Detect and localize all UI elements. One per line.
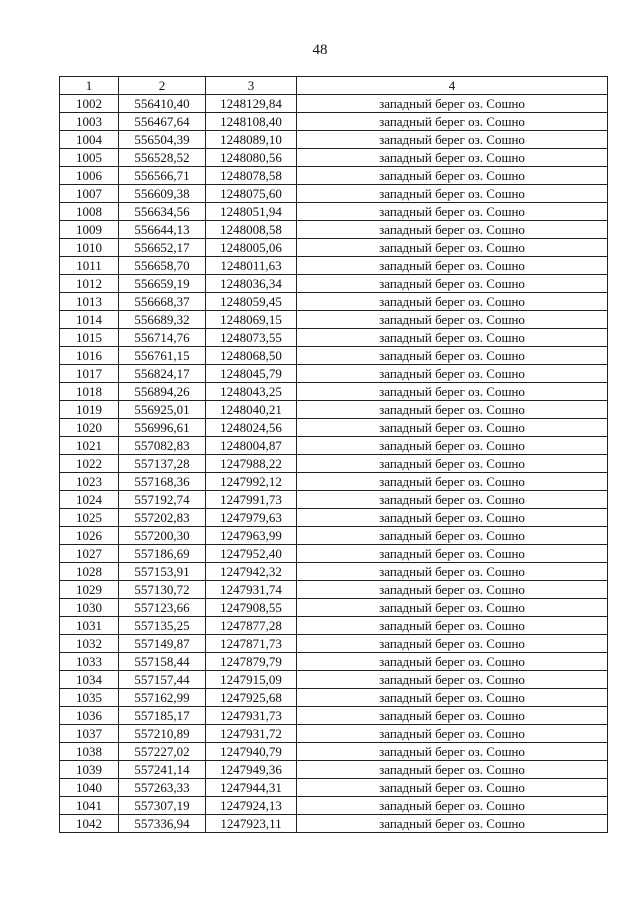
cell-x-coordinate: 557210,89 [119, 725, 206, 743]
table-row [60, 617, 608, 635]
table-row [60, 257, 608, 275]
cell-y-coordinate: 1247949,36 [206, 761, 297, 779]
cell-x-coordinate: 556658,70 [119, 257, 206, 275]
table-row [60, 779, 608, 797]
table-row [60, 203, 608, 221]
table-row [60, 563, 608, 581]
cell-y-coordinate: 1248005,06 [206, 239, 297, 257]
cell-point-number: 1029 [60, 581, 119, 599]
cell-x-coordinate: 557202,83 [119, 509, 206, 527]
cell-point-number: 1030 [60, 599, 119, 617]
cell-x-coordinate: 556996,61 [119, 419, 206, 437]
cell-y-coordinate: 1248078,58 [206, 167, 297, 185]
cell-point-number: 1031 [60, 617, 119, 635]
cell-x-coordinate: 557082,83 [119, 437, 206, 455]
cell-x-coordinate: 557135,25 [119, 617, 206, 635]
cell-x-coordinate: 557186,69 [119, 545, 206, 563]
table-row [60, 221, 608, 239]
cell-description: западный берег оз. Сошно [297, 221, 608, 239]
cell-x-coordinate: 556652,17 [119, 239, 206, 257]
cell-point-number: 1027 [60, 545, 119, 563]
cell-y-coordinate: 1248075,60 [206, 185, 297, 203]
cell-x-coordinate: 556644,13 [119, 221, 206, 239]
cell-point-number: 1002 [60, 95, 119, 113]
cell-point-number: 1038 [60, 743, 119, 761]
table-header-row [60, 77, 608, 95]
table-row [60, 689, 608, 707]
cell-point-number: 1011 [60, 257, 119, 275]
cell-point-number: 1026 [60, 527, 119, 545]
cell-point-number: 1020 [60, 419, 119, 437]
cell-description: западный берег оз. Сошно [297, 167, 608, 185]
cell-x-coordinate: 556609,38 [119, 185, 206, 203]
cell-point-number: 1022 [60, 455, 119, 473]
cell-y-coordinate: 1248040,21 [206, 401, 297, 419]
column-header-description: 4 [297, 77, 608, 95]
cell-y-coordinate: 1248059,45 [206, 293, 297, 311]
cell-point-number: 1024 [60, 491, 119, 509]
cell-description: западный берег оз. Сошно [297, 185, 608, 203]
cell-description: западный берег оз. Сошно [297, 149, 608, 167]
cell-point-number: 1041 [60, 797, 119, 815]
cell-description: западный берег оз. Сошно [297, 797, 608, 815]
cell-point-number: 1012 [60, 275, 119, 293]
table-row [60, 419, 608, 437]
cell-y-coordinate: 1247991,73 [206, 491, 297, 509]
table-row [60, 545, 608, 563]
cell-x-coordinate: 557307,19 [119, 797, 206, 815]
cell-description: западный берег оз. Сошно [297, 329, 608, 347]
cell-point-number: 1034 [60, 671, 119, 689]
cell-point-number: 1015 [60, 329, 119, 347]
cell-x-coordinate: 557241,14 [119, 761, 206, 779]
cell-y-coordinate: 1248011,63 [206, 257, 297, 275]
cell-y-coordinate: 1247871,73 [206, 635, 297, 653]
cell-x-coordinate: 557162,99 [119, 689, 206, 707]
table-row [60, 401, 608, 419]
cell-description: западный берег оз. Сошно [297, 293, 608, 311]
cell-x-coordinate: 556668,37 [119, 293, 206, 311]
cell-description: западный берег оз. Сошно [297, 239, 608, 257]
cell-x-coordinate: 556714,76 [119, 329, 206, 347]
table-row [60, 149, 608, 167]
table-row [60, 329, 608, 347]
cell-description: западный берег оз. Сошно [297, 815, 608, 833]
cell-point-number: 1009 [60, 221, 119, 239]
cell-point-number: 1035 [60, 689, 119, 707]
cell-description: западный берег оз. Сошно [297, 599, 608, 617]
cell-x-coordinate: 556410,40 [119, 95, 206, 113]
cell-x-coordinate: 556689,32 [119, 311, 206, 329]
cell-description: западный берег оз. Сошно [297, 365, 608, 383]
cell-description: западный берег оз. Сошно [297, 95, 608, 113]
table-row [60, 95, 608, 113]
cell-y-coordinate: 1247931,74 [206, 581, 297, 599]
cell-y-coordinate: 1247944,31 [206, 779, 297, 797]
cell-x-coordinate: 556824,17 [119, 365, 206, 383]
table-row [60, 113, 608, 131]
cell-description: западный берег оз. Сошно [297, 203, 608, 221]
cell-x-coordinate: 556634,56 [119, 203, 206, 221]
table-row [60, 437, 608, 455]
cell-description: западный берег оз. Сошно [297, 581, 608, 599]
cell-y-coordinate: 1248069,15 [206, 311, 297, 329]
cell-x-coordinate: 557200,30 [119, 527, 206, 545]
cell-description: западный берег оз. Сошно [297, 545, 608, 563]
table-row [60, 581, 608, 599]
cell-description: западный берег оз. Сошно [297, 743, 608, 761]
cell-description: западный берег оз. Сошно [297, 131, 608, 149]
table-row [60, 347, 608, 365]
cell-y-coordinate: 1247988,22 [206, 455, 297, 473]
cell-description: западный берег оз. Сошно [297, 473, 608, 491]
cell-x-coordinate: 556566,71 [119, 167, 206, 185]
cell-y-coordinate: 1247877,28 [206, 617, 297, 635]
cell-y-coordinate: 1248004,87 [206, 437, 297, 455]
cell-point-number: 1039 [60, 761, 119, 779]
cell-x-coordinate: 556894,26 [119, 383, 206, 401]
table-row [60, 653, 608, 671]
cell-y-coordinate: 1247963,99 [206, 527, 297, 545]
cell-x-coordinate: 556659,19 [119, 275, 206, 293]
cell-y-coordinate: 1247923,11 [206, 815, 297, 833]
cell-y-coordinate: 1248108,40 [206, 113, 297, 131]
table-row [60, 167, 608, 185]
cell-point-number: 1004 [60, 131, 119, 149]
cell-description: западный берег оз. Сошно [297, 419, 608, 437]
cell-point-number: 1023 [60, 473, 119, 491]
cell-y-coordinate: 1247942,32 [206, 563, 297, 581]
cell-y-coordinate: 1247924,13 [206, 797, 297, 815]
table-row [60, 491, 608, 509]
cell-description: западный берег оз. Сошно [297, 113, 608, 131]
table-row [60, 239, 608, 257]
cell-description: западный берег оз. Сошно [297, 617, 608, 635]
cell-y-coordinate: 1247952,40 [206, 545, 297, 563]
cell-description: западный берег оз. Сошно [297, 635, 608, 653]
cell-x-coordinate: 557137,28 [119, 455, 206, 473]
cell-description: западный берег оз. Сошно [297, 257, 608, 275]
cell-point-number: 1016 [60, 347, 119, 365]
cell-y-coordinate: 1248045,79 [206, 365, 297, 383]
cell-point-number: 1018 [60, 383, 119, 401]
column-header-y: 3 [206, 77, 297, 95]
cell-x-coordinate: 556925,01 [119, 401, 206, 419]
cell-point-number: 1006 [60, 167, 119, 185]
table-body [60, 95, 608, 833]
cell-description: западный берег оз. Сошно [297, 491, 608, 509]
cell-description: западный берег оз. Сошно [297, 275, 608, 293]
cell-description: западный берег оз. Сошно [297, 509, 608, 527]
cell-y-coordinate: 1247925,68 [206, 689, 297, 707]
table-row [60, 365, 608, 383]
table-row [60, 185, 608, 203]
table-row [60, 599, 608, 617]
cell-x-coordinate: 557185,17 [119, 707, 206, 725]
cell-y-coordinate: 1248051,94 [206, 203, 297, 221]
cell-x-coordinate: 557153,91 [119, 563, 206, 581]
cell-x-coordinate: 556467,64 [119, 113, 206, 131]
column-header-x: 2 [119, 77, 206, 95]
table-row [60, 527, 608, 545]
cell-x-coordinate: 556504,39 [119, 131, 206, 149]
cell-description: западный берег оз. Сошно [297, 527, 608, 545]
cell-x-coordinate: 557157,44 [119, 671, 206, 689]
cell-description: западный берег оз. Сошно [297, 671, 608, 689]
cell-y-coordinate: 1248073,55 [206, 329, 297, 347]
cell-x-coordinate: 557158,44 [119, 653, 206, 671]
cell-point-number: 1017 [60, 365, 119, 383]
cell-y-coordinate: 1248129,84 [206, 95, 297, 113]
table-row [60, 743, 608, 761]
cell-y-coordinate: 1248024,56 [206, 419, 297, 437]
column-header-number: 1 [60, 77, 119, 95]
cell-y-coordinate: 1247992,12 [206, 473, 297, 491]
table-row [60, 797, 608, 815]
cell-description: западный берег оз. Сошно [297, 689, 608, 707]
cell-y-coordinate: 1247879,79 [206, 653, 297, 671]
cell-point-number: 1025 [60, 509, 119, 527]
cell-y-coordinate: 1247931,73 [206, 707, 297, 725]
cell-y-coordinate: 1247979,63 [206, 509, 297, 527]
cell-point-number: 1008 [60, 203, 119, 221]
cell-point-number: 1013 [60, 293, 119, 311]
cell-point-number: 1003 [60, 113, 119, 131]
table-row [60, 707, 608, 725]
cell-x-coordinate: 557149,87 [119, 635, 206, 653]
table-row [60, 815, 608, 833]
cell-point-number: 1028 [60, 563, 119, 581]
cell-x-coordinate: 557192,74 [119, 491, 206, 509]
table-row [60, 455, 608, 473]
cell-y-coordinate: 1248036,34 [206, 275, 297, 293]
cell-x-coordinate: 557227,02 [119, 743, 206, 761]
cell-point-number: 1005 [60, 149, 119, 167]
cell-point-number: 1036 [60, 707, 119, 725]
cell-point-number: 1040 [60, 779, 119, 797]
table-row [60, 275, 608, 293]
cell-y-coordinate: 1247931,72 [206, 725, 297, 743]
cell-description: западный берег оз. Сошно [297, 437, 608, 455]
cell-point-number: 1014 [60, 311, 119, 329]
cell-x-coordinate: 557336,94 [119, 815, 206, 833]
cell-y-coordinate: 1248043,25 [206, 383, 297, 401]
cell-x-coordinate: 557263,33 [119, 779, 206, 797]
cell-x-coordinate: 557130,72 [119, 581, 206, 599]
cell-x-coordinate: 557123,66 [119, 599, 206, 617]
cell-point-number: 1032 [60, 635, 119, 653]
cell-description: западный берег оз. Сошно [297, 347, 608, 365]
cell-point-number: 1033 [60, 653, 119, 671]
cell-description: западный берег оз. Сошно [297, 455, 608, 473]
cell-y-coordinate: 1247940,79 [206, 743, 297, 761]
table-row [60, 311, 608, 329]
cell-y-coordinate: 1247915,09 [206, 671, 297, 689]
cell-description: западный берег оз. Сошно [297, 563, 608, 581]
table-row [60, 383, 608, 401]
cell-description: западный берег оз. Сошно [297, 653, 608, 671]
table-row [60, 473, 608, 491]
table-row [60, 725, 608, 743]
table-row [60, 635, 608, 653]
cell-y-coordinate: 1248089,10 [206, 131, 297, 149]
cell-x-coordinate: 557168,36 [119, 473, 206, 491]
cell-point-number: 1042 [60, 815, 119, 833]
table-row [60, 293, 608, 311]
cell-description: западный берег оз. Сошно [297, 707, 608, 725]
cell-description: западный берег оз. Сошно [297, 401, 608, 419]
cell-description: западный берег оз. Сошно [297, 761, 608, 779]
coordinates-table [59, 76, 608, 833]
cell-y-coordinate: 1248008,58 [206, 221, 297, 239]
cell-point-number: 1037 [60, 725, 119, 743]
cell-point-number: 1021 [60, 437, 119, 455]
cell-point-number: 1010 [60, 239, 119, 257]
cell-x-coordinate: 556761,15 [119, 347, 206, 365]
page-number: 48 [312, 42, 328, 58]
table-row [60, 509, 608, 527]
cell-description: западный берег оз. Сошно [297, 383, 608, 401]
cell-description: западный берег оз. Сошно [297, 725, 608, 743]
cell-description: западный берег оз. Сошно [297, 779, 608, 797]
cell-point-number: 1019 [60, 401, 119, 419]
cell-x-coordinate: 556528,52 [119, 149, 206, 167]
cell-description: западный берег оз. Сошно [297, 311, 608, 329]
table-row [60, 131, 608, 149]
table-row [60, 671, 608, 689]
cell-y-coordinate: 1247908,55 [206, 599, 297, 617]
cell-y-coordinate: 1248080,56 [206, 149, 297, 167]
table-row [60, 761, 608, 779]
cell-y-coordinate: 1248068,50 [206, 347, 297, 365]
cell-point-number: 1007 [60, 185, 119, 203]
